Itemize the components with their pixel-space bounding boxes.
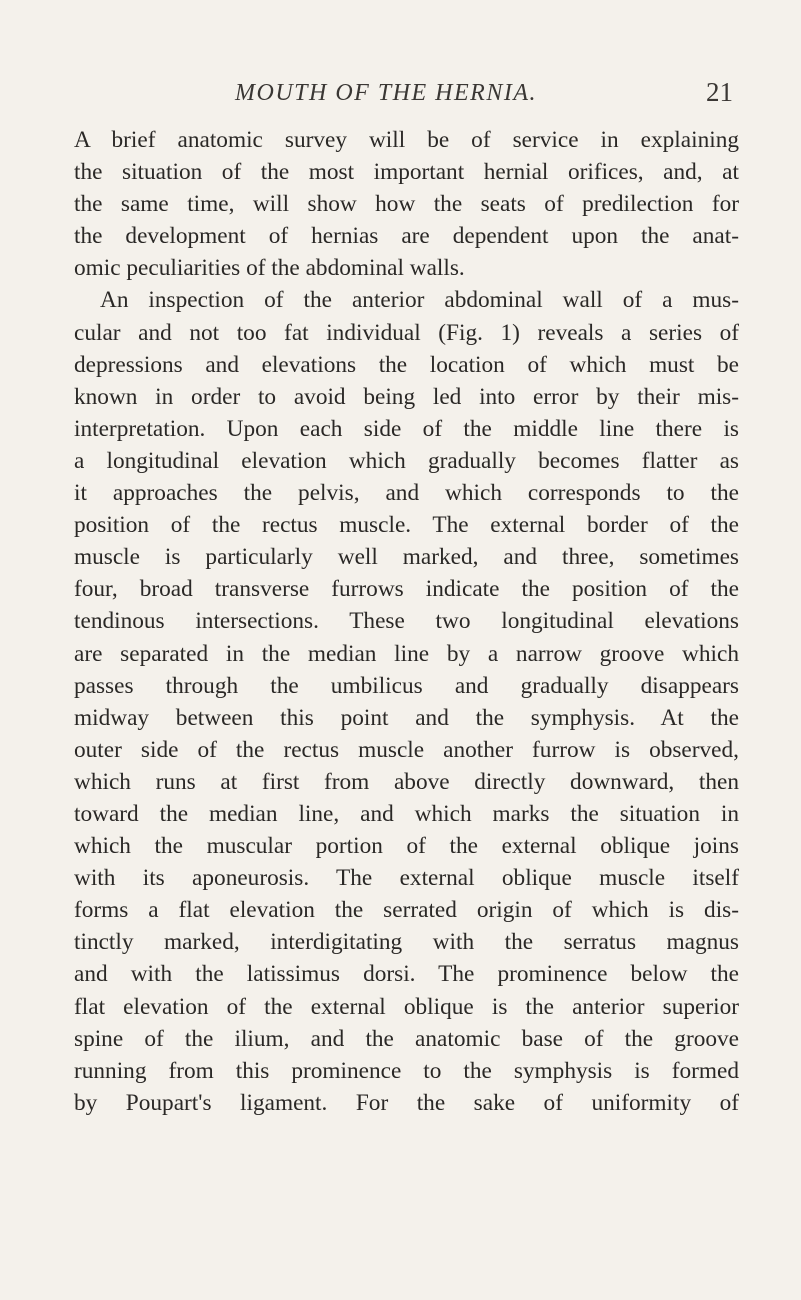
text-line: four, broad transverse furrows indicate the position of the [74, 576, 739, 603]
text-line: known in order to avoid being led into error by their mis- [74, 383, 739, 410]
text-line: the situation of the most important hernial orifices, and, at [74, 159, 739, 186]
text-line: and with the latissimus dorsi. The prominence below the [74, 961, 739, 988]
text-line: the development of hernias are dependent upon the anat- [74, 223, 739, 250]
text-line: tinctly marked, interdigitating with the serratus magnus [74, 929, 739, 956]
text-line: running from this prominence to the symphysis is formed [74, 1057, 739, 1084]
page-number: 21 [706, 77, 733, 107]
text-line: tendinous intersections. These two longitudinal elevations [74, 608, 739, 635]
text-line: passes through the umbilicus and gradually disappears [74, 672, 739, 699]
text-line: toward the median line, and which marks the situation in [74, 800, 739, 827]
text-line: outer side of the rectus muscle another furrow is observed, [74, 736, 739, 763]
text-line: by Poupart's ligament. For the sake of uniformity of [74, 1089, 739, 1116]
body-text [74, 124, 739, 1119]
text-line: cular and not too fat individual (Fig. 1) reveals a series of [74, 319, 739, 346]
text-line: midway between this point and the symphysis. At the [74, 704, 739, 731]
text-line: interpretation. Upon each side of the middle line there is [74, 415, 739, 442]
text-line: forms a flat elevation the serrated origin of which is dis- [74, 897, 739, 924]
text-line: with its aponeurosis. The external oblique muscle itself [74, 865, 739, 892]
page-header [0, 77, 801, 120]
text-line: depressions and elevations the location of which must be [74, 351, 739, 378]
text-line: An inspection of the anterior abdominal wall of a mus- [100, 287, 739, 314]
text-line: which runs at first from above directly downward, then [74, 768, 739, 795]
text-line: it approaches the pelvis, and which corresponds to the [74, 480, 739, 507]
running-title: MOUTH OF THE HERNIA. [235, 80, 537, 106]
text-line: a longitudinal elevation which gradually becomes flatter as [74, 447, 739, 474]
text-line: flat elevation of the external oblique is the anterior superior [74, 993, 739, 1020]
text-line: are separated in the median line by a narrow groove which [74, 640, 739, 667]
text-line: muscle is particularly well marked, and three, sometimes [74, 544, 739, 571]
text-line: omic peculiarities of the abdominal walls. [74, 255, 465, 282]
text-line: position of the rectus muscle. The external border of the [74, 512, 739, 539]
text-line: the same time, will show how the seats of predilection for [74, 191, 739, 218]
text-line: spine of the ilium, and the anatomic base of the groove [74, 1025, 739, 1052]
text-line: A brief anatomic survey will be of service in explaining [74, 127, 739, 153]
text-line: which the muscular portion of the external oblique joins [74, 833, 739, 860]
